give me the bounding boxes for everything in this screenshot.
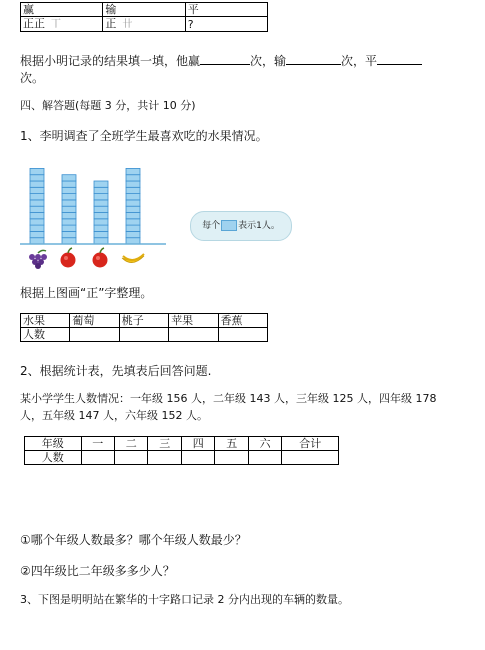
bar-unit-square — [30, 225, 44, 231]
cell-draw: ? — [185, 17, 267, 32]
cell: 葡萄 — [70, 314, 119, 328]
fruit-table — [20, 313, 268, 342]
cell: 桃子 — [119, 314, 168, 328]
answer-cell[interactable] — [81, 451, 114, 465]
bar-unit-square — [94, 206, 108, 212]
fruit-bar — [30, 168, 44, 244]
bar-unit-square — [62, 200, 76, 206]
bar-unit-square — [62, 238, 76, 244]
bar-unit-square — [126, 200, 140, 206]
bar-unit-square — [126, 206, 140, 212]
bar-unit-square — [62, 194, 76, 200]
grape-icon — [29, 250, 47, 269]
blank-lose[interactable] — [286, 53, 341, 65]
bar-unit-square — [62, 187, 76, 193]
apple-icon — [93, 248, 108, 268]
question-1: 1、李明调查了全班学生最喜欢吃的水果情况。 — [20, 129, 268, 143]
fruit-bar-graph — [18, 150, 168, 275]
bar-unit-square — [30, 206, 44, 212]
bar-unit-square — [62, 206, 76, 212]
header-win: 赢 — [21, 3, 103, 17]
answer-cell[interactable] — [119, 328, 168, 342]
q2-sub1: ①哪个年级人数最多？哪个年级人数最少？ — [20, 533, 247, 547]
result-table — [20, 2, 268, 32]
answer-cell[interactable] — [115, 451, 148, 465]
bar-unit-square — [30, 238, 44, 244]
cell: 一 — [81, 437, 114, 451]
fruit-bar — [94, 181, 108, 244]
tally-mark: 丅 — [51, 19, 61, 30]
bar-unit-square — [94, 213, 108, 219]
banana-icon — [122, 254, 144, 263]
answer-cell[interactable] — [70, 328, 119, 342]
cell-lose: 正 卄 — [103, 17, 185, 32]
bar-unit-square — [126, 194, 140, 200]
bar-unit-square — [30, 181, 44, 187]
legend-bubble: 每个 表示1人。 — [190, 211, 292, 241]
cell: 四 — [181, 437, 214, 451]
fill-sentence: 根据小明记录的结果填一填，他赢 次，输 次，平 次。 — [20, 53, 440, 87]
bar-unit-square — [30, 213, 44, 219]
grade-table — [24, 436, 339, 465]
bar-unit-square — [94, 194, 108, 200]
cell: 合计 — [282, 437, 339, 451]
header-draw: 平 — [185, 3, 267, 17]
bar-unit-square — [62, 213, 76, 219]
cell: 水果 — [21, 314, 70, 328]
bar-unit-square — [126, 168, 140, 174]
question-2: 2、根据统计表，先填表后回答问题. — [20, 364, 212, 378]
cell: 二 — [115, 437, 148, 451]
bar-unit-square — [62, 225, 76, 231]
bar-unit-square — [126, 175, 140, 181]
bar-unit-square — [94, 200, 108, 206]
bar-unit-square — [30, 200, 44, 206]
fruit-bar — [62, 175, 76, 244]
bar-unit-square — [126, 219, 140, 225]
bar-unit-square — [94, 187, 108, 193]
cell: 三 — [148, 437, 181, 451]
bar-unit-square — [94, 219, 108, 225]
answer-cell[interactable] — [148, 451, 181, 465]
bar-unit-square — [94, 231, 108, 237]
bar-unit-square — [94, 181, 108, 187]
unit-square-icon — [221, 220, 237, 231]
answer-cell[interactable] — [218, 328, 267, 342]
bar-unit-square — [30, 187, 44, 193]
q2-sub2: ②四年级比二年级多多少人？ — [20, 564, 175, 578]
cell-win: 正正 丅 — [21, 17, 103, 32]
answer-cell[interactable] — [181, 451, 214, 465]
bar-unit-square — [62, 231, 76, 237]
bar-unit-square — [30, 231, 44, 237]
q2-info: 某小学学生人数情况：一年级 156 人，二年级 143 人，三年级 125 人，四年级 178 人，五年级 147 人，六年级 152 人。 — [20, 392, 437, 422]
bar-unit-square — [126, 213, 140, 219]
apple-icon — [61, 248, 76, 268]
bar-unit-square — [30, 194, 44, 200]
cell: 六 — [248, 437, 281, 451]
bar-unit-square — [126, 231, 140, 237]
fruit-bar — [126, 168, 140, 244]
tally-mark: 卄 — [122, 19, 133, 30]
blank-draw[interactable] — [377, 53, 422, 65]
bar-unit-square — [94, 238, 108, 244]
answer-cell[interactable] — [248, 451, 281, 465]
bar-unit-square — [30, 219, 44, 225]
cell: 人数 — [21, 328, 70, 342]
bar-unit-square — [94, 225, 108, 231]
bar-unit-square — [126, 187, 140, 193]
answer-cell[interactable] — [282, 451, 339, 465]
bar-unit-square — [126, 238, 140, 244]
section-heading: 四、解答题(每题 3 分，共计 10 分) — [20, 99, 196, 112]
cell: 人数 — [25, 451, 82, 465]
cell: 香蕉 — [218, 314, 267, 328]
bar-unit-square — [62, 175, 76, 181]
blank-win[interactable] — [200, 53, 250, 65]
bar-unit-square — [30, 168, 44, 174]
question-3: 3、下图是明明站在繁华的十字路口记录 2 分内出现的车辆的数量。 — [20, 593, 349, 606]
cell: 五 — [215, 437, 248, 451]
cell: 年级 — [25, 437, 82, 451]
bar-unit-square — [62, 181, 76, 187]
header-lose: 输 — [103, 3, 185, 17]
bar-unit-square — [62, 219, 76, 225]
q1-instruction: 根据上图画“正”字整理。 — [20, 286, 153, 300]
bar-unit-square — [126, 181, 140, 187]
bar-unit-square — [126, 225, 140, 231]
bar-unit-square — [30, 175, 44, 181]
answer-cell[interactable] — [215, 451, 248, 465]
cell: 苹果 — [169, 314, 218, 328]
answer-cell[interactable] — [169, 328, 218, 342]
